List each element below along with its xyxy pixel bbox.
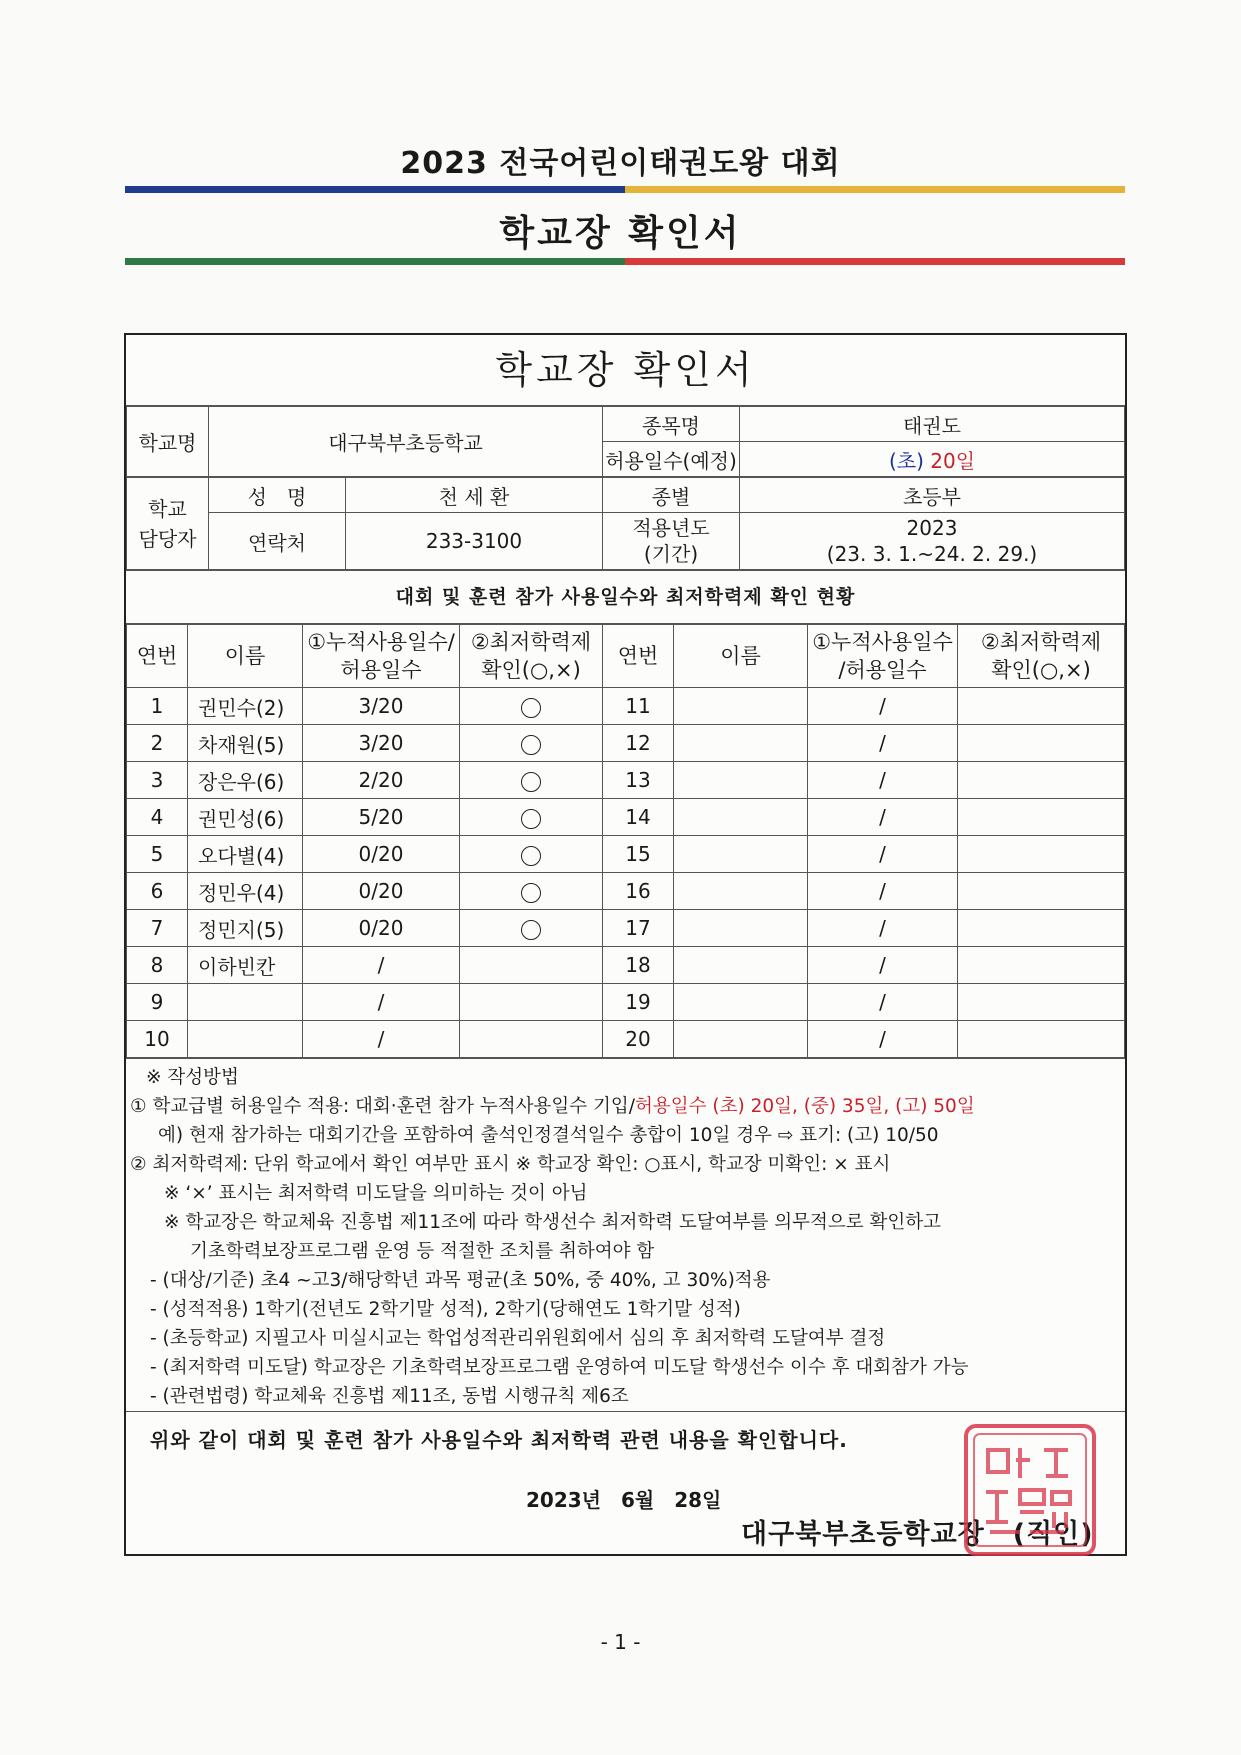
allowed-days-level: (초) xyxy=(888,448,924,473)
col-min-line1: ②최저학력제 xyxy=(470,630,592,654)
col-days xyxy=(303,625,460,688)
col-name-right: 이름 xyxy=(674,625,808,688)
row-name-right xyxy=(674,947,808,984)
row-mark-right xyxy=(958,836,1125,873)
row-mark xyxy=(460,799,603,836)
manager-label-line1: 학교 xyxy=(148,496,187,521)
row-days: / xyxy=(303,984,460,1021)
row-mark xyxy=(460,910,603,947)
row-name-right xyxy=(674,984,808,1021)
official-seal-stamp xyxy=(960,1420,1100,1560)
allowed-days-number: 20일 xyxy=(930,448,976,473)
row-name: 정민지(5) xyxy=(188,910,303,947)
row-no-right: 18 xyxy=(603,947,674,984)
row-days: / xyxy=(303,1021,460,1058)
period-value: (23. 3. 1.~24. 2. 29.) xyxy=(826,542,1038,566)
row-name-right xyxy=(674,725,808,762)
check-circle-mark xyxy=(521,698,541,718)
row-days-right: / xyxy=(808,836,958,873)
row-no: 4 xyxy=(127,799,188,836)
roster-row xyxy=(127,762,1125,799)
note-line-9: - (초등학교) 지필고사 미실시교는 학업성적관리위원회에서 심의 후 최저학력 도달여부 결정 xyxy=(150,1328,886,1349)
contact-value: 233-3100 xyxy=(346,513,603,570)
col-name: 이름 xyxy=(188,625,303,688)
school-label: 학교명 xyxy=(127,407,209,477)
page-number: - 1 - xyxy=(600,1630,641,1654)
row-days: 0/20 xyxy=(303,910,460,947)
row-mark xyxy=(460,984,603,1021)
note-line-4: ※ ‘×’ 표시는 최저학력 미도달을 의미하는 것이 아님 xyxy=(164,1183,588,1204)
roster-row xyxy=(127,1021,1125,1058)
row-name: 이하빈칸 xyxy=(188,947,303,984)
row-days-right: / xyxy=(808,799,958,836)
col-days-right-line1: ①누적사용일수 xyxy=(812,630,953,654)
row-mark xyxy=(460,947,603,984)
col-no: 연번 xyxy=(127,625,188,688)
row-no-right: 14 xyxy=(603,799,674,836)
school-value: 대구북부초등학교 xyxy=(209,407,603,477)
row-mark xyxy=(460,762,603,799)
row-name-right xyxy=(674,688,808,725)
row-no-right: 16 xyxy=(603,873,674,910)
category-value: 초등부 xyxy=(740,478,1125,513)
row-days: 2/20 xyxy=(303,762,460,799)
year-label-line1: 적용년도 xyxy=(632,516,710,540)
roster-row xyxy=(127,799,1125,836)
note-line-1-prefix: ① 학교급별 허용일수 적용: 대회·훈련 참가 누적사용일수 기입/ xyxy=(130,1096,636,1117)
row-days: 5/20 xyxy=(303,799,460,836)
col-days-line1: ①누적사용일수/ xyxy=(307,630,455,654)
notes-heading: ※ 작성방법 xyxy=(146,1067,239,1088)
row-days-right: / xyxy=(808,910,958,947)
note-line-1-red: 허용일수 (초) 20일, (중) 35일, (고) 50일 xyxy=(635,1096,975,1117)
check-circle-mark xyxy=(521,772,541,792)
sport-label: 종목명 xyxy=(603,407,740,442)
row-days: 0/20 xyxy=(303,873,460,910)
row-days: / xyxy=(303,947,460,984)
row-mark-right xyxy=(958,873,1125,910)
note-line-2: 예) 현재 참가하는 대회기간을 포함하여 출석인정결석일수 총합이 10일 경우 ⇨ 표기: (고) 10/50 xyxy=(158,1125,939,1146)
row-days-right: / xyxy=(808,1021,958,1058)
manager-label-line2: 담당자 xyxy=(138,526,197,551)
row-name xyxy=(188,984,303,1021)
year-label xyxy=(603,513,740,570)
row-mark-right xyxy=(958,984,1125,1021)
allowed-days-label: 허용일수(예정) xyxy=(603,442,740,477)
roster-row xyxy=(127,688,1125,725)
row-mark xyxy=(460,873,603,910)
row-days: 0/20 xyxy=(303,836,460,873)
status-banner: 대회 및 훈련 참가 사용일수와 최저학력제 확인 현황 xyxy=(126,570,1125,624)
name-value: 천 세 환 xyxy=(346,478,603,513)
row-mark xyxy=(460,836,603,873)
row-name: 오다별(4) xyxy=(188,836,303,873)
col-days-right-line2: /허용일수 xyxy=(838,658,927,682)
row-mark xyxy=(460,1021,603,1058)
row-name: 정민우(4) xyxy=(188,873,303,910)
row-name: 권민수(2) xyxy=(188,688,303,725)
row-no: 1 xyxy=(127,688,188,725)
note-line-11: - (관련법령) 학교체육 진흥법 제11조, 동법 시행규칙 제6조 xyxy=(150,1386,629,1407)
col-min-right-line1: ②최저학력제 xyxy=(980,630,1102,654)
col-min xyxy=(460,625,603,688)
row-no: 3 xyxy=(127,762,188,799)
school-info-table xyxy=(126,406,1125,477)
row-mark-right xyxy=(958,910,1125,947)
allowed-days-value xyxy=(740,442,1125,477)
row-no: 7 xyxy=(127,910,188,947)
row-mark-right xyxy=(958,947,1125,984)
note-line-1 xyxy=(130,1092,1119,1121)
row-days-right: / xyxy=(808,762,958,799)
row-days: 3/20 xyxy=(303,725,460,762)
col-min-right xyxy=(958,625,1125,688)
row-mark-right xyxy=(958,688,1125,725)
row-days-right: / xyxy=(808,984,958,1021)
manager-label xyxy=(127,478,209,570)
col-days-right xyxy=(808,625,958,688)
row-no: 5 xyxy=(127,836,188,873)
name-label: 성 명 xyxy=(209,478,346,513)
row-no: 2 xyxy=(127,725,188,762)
col-min-line2: 확인(○,×) xyxy=(481,658,581,682)
header-bar-bottom xyxy=(125,258,1125,265)
confirmation-form xyxy=(124,333,1127,1556)
row-name xyxy=(188,1021,303,1058)
category-label: 종별 xyxy=(603,478,740,513)
row-name-right xyxy=(674,799,808,836)
row-no-right: 15 xyxy=(603,836,674,873)
instructions xyxy=(126,1058,1125,1411)
check-circle-mark xyxy=(521,846,541,866)
check-circle-mark xyxy=(521,920,541,940)
document-title: 학교장 확인서 xyxy=(499,213,742,254)
confirmation-date: 2023년 6월 28일 xyxy=(526,1488,722,1512)
row-mark-right xyxy=(958,762,1125,799)
event-title: 2023 전국어린이태권도왕 대회 xyxy=(400,146,841,181)
note-line-7: - (대상/기준) 초4 ~고3/해당학년 과목 평균(초 50%, 중 40%, 고 30%)적용 xyxy=(150,1270,771,1291)
row-no-right: 20 xyxy=(603,1021,674,1058)
row-no-right: 17 xyxy=(603,910,674,947)
row-no-right: 13 xyxy=(603,762,674,799)
row-no-right: 11 xyxy=(603,688,674,725)
row-days: 3/20 xyxy=(303,688,460,725)
year-label-line2: (기간) xyxy=(643,542,699,566)
roster-row xyxy=(127,725,1125,762)
row-days-right: / xyxy=(808,688,958,725)
row-name-right xyxy=(674,836,808,873)
row-name-right xyxy=(674,873,808,910)
row-no-right: 12 xyxy=(603,725,674,762)
col-days-line2: 허용일수 xyxy=(340,658,422,682)
roster-row xyxy=(127,947,1125,984)
check-circle-mark xyxy=(521,735,541,755)
year-value-cell xyxy=(740,513,1125,570)
manager-info-table xyxy=(126,477,1125,570)
col-min-right-line2: 확인(○,×) xyxy=(991,658,1091,682)
note-line-10: - (최저학력 미도달) 학교장은 기초학력보장프로그램 운영하여 미도달 학생선수 이수 후 대회참가 가능 xyxy=(150,1357,969,1378)
note-line-8: - (성적적용) 1학기(전년도 2학기말 성적), 2학기(당해연도 1학기말 성적) xyxy=(150,1299,741,1320)
roster-row xyxy=(127,873,1125,910)
sport-value: 태권도 xyxy=(740,407,1125,442)
row-no: 9 xyxy=(127,984,188,1021)
row-name-right xyxy=(674,762,808,799)
check-circle-mark xyxy=(521,883,541,903)
row-name: 권민성(6) xyxy=(188,799,303,836)
row-days-right: / xyxy=(808,947,958,984)
row-days-right: / xyxy=(808,873,958,910)
contact-label: 연락처 xyxy=(209,513,346,570)
note-line-5: ※ 학교장은 학교체육 진흥법 제11조에 따라 학생선수 최저학력 도달여부를 의무적으로 확인하고 xyxy=(164,1212,941,1233)
row-name: 차재원(5) xyxy=(188,725,303,762)
row-mark-right xyxy=(958,1021,1125,1058)
row-no: 6 xyxy=(127,873,188,910)
roster-header-row xyxy=(127,625,1125,688)
signer: 대구북부초등학교장 (직인) xyxy=(741,1519,1094,1550)
roster-row xyxy=(127,910,1125,947)
col-no-right: 연번 xyxy=(603,625,674,688)
row-mark xyxy=(460,725,603,762)
row-mark-right xyxy=(958,799,1125,836)
check-circle-mark xyxy=(521,809,541,829)
row-name-right xyxy=(674,910,808,947)
year-value: 2023 xyxy=(906,516,958,540)
note-line-3: ② 최저학력제: 단위 학교에서 확인 여부만 표시 ※ 학교장 확인: ○표시, 학교장 미확인: × 표시 xyxy=(130,1154,891,1175)
row-no: 8 xyxy=(127,947,188,984)
roster-row xyxy=(127,984,1125,1021)
row-no-right: 19 xyxy=(603,984,674,1021)
row-name: 장은우(6) xyxy=(188,762,303,799)
row-name-right xyxy=(674,1021,808,1058)
row-days-right: / xyxy=(808,725,958,762)
row-no: 10 xyxy=(127,1021,188,1058)
form-title: 학교장 확인서 xyxy=(126,335,1125,406)
roster-row xyxy=(127,836,1125,873)
row-mark-right xyxy=(958,725,1125,762)
header-bar-top xyxy=(125,186,1125,193)
row-mark xyxy=(460,688,603,725)
note-line-6: 기초학력보장프로그램 운영 등 적절한 조치를 취하여야 함 xyxy=(190,1241,655,1262)
roster-table xyxy=(126,624,1125,1058)
confirmation-text: 위와 같이 대회 및 훈련 참가 사용일수와 최저학력 관련 내용을 확인합니다. xyxy=(150,1428,848,1452)
